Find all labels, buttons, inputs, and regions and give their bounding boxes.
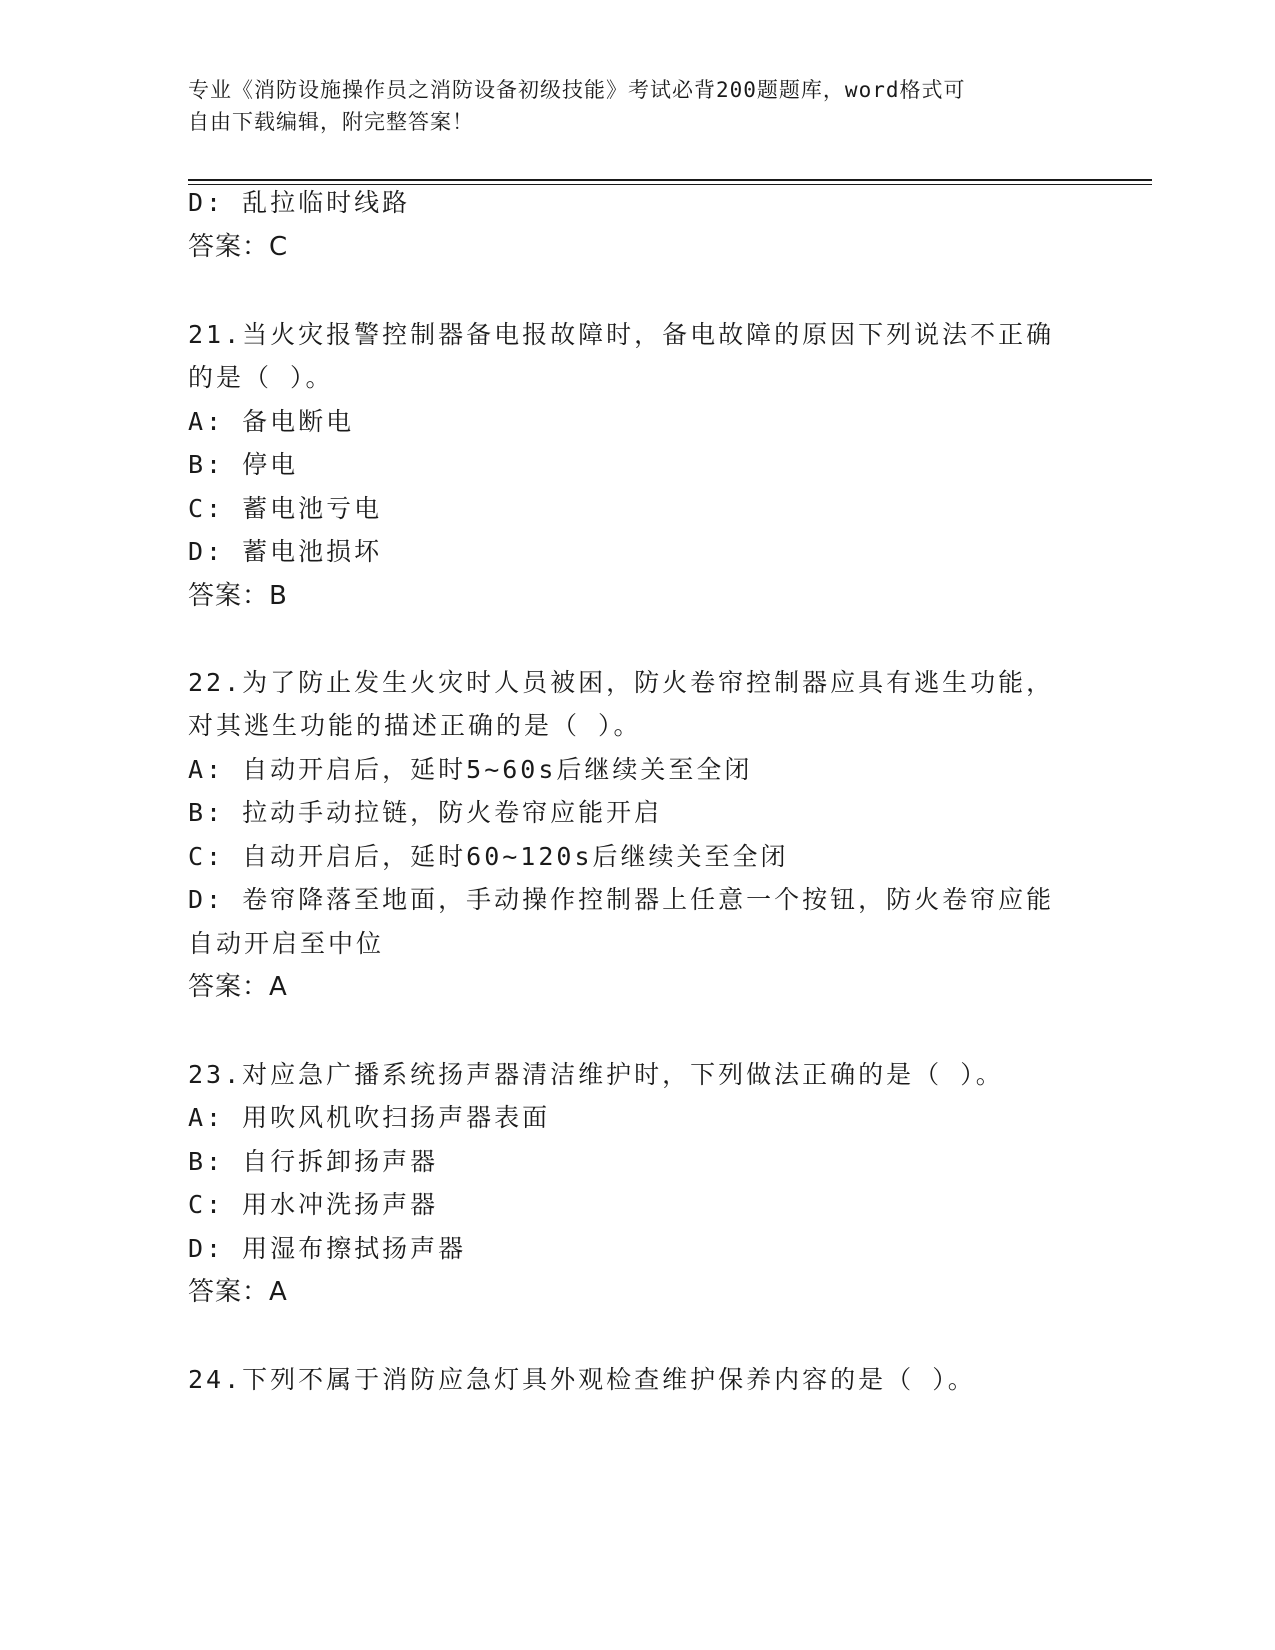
q23-option-d: D: 用湿布擦拭扬声器 bbox=[188, 1234, 467, 1263]
q21-option-d: D: 蓄电池损坏 bbox=[188, 537, 383, 566]
q21-stem-line-1: 21.当火灾报警控制器备电报故障时，备电故障的原因下列说法不正确 bbox=[188, 320, 1055, 349]
q22-answer: 答案：A bbox=[188, 972, 288, 1002]
q23-option-c: C: 用水冲洗扬声器 bbox=[188, 1190, 439, 1219]
q21-stem-line-2: 的是（ ）。 bbox=[188, 363, 334, 392]
q23-option-b: B: 自行拆卸扬声器 bbox=[188, 1147, 439, 1176]
q24-stem-line-1: 24.下列不属于消防应急灯具外观检查维护保养内容的是（ ）。 bbox=[188, 1365, 976, 1394]
header-line-2: 自由下载编辑，附完整答案！ bbox=[188, 110, 474, 134]
document-header bbox=[188, 74, 1088, 138]
header-divider-thin bbox=[188, 184, 1152, 185]
q22-stem-line-1: 22.为了防止发生火灾时人员被困，防火卷帘控制器应具有逃生功能， bbox=[188, 668, 1055, 697]
q22-option-d-line-2: 自动开启至中位 bbox=[188, 929, 385, 958]
header-line-1: 专业《消防设施操作员之消防设备初级技能》考试必背200题题库，word格式可 bbox=[188, 78, 966, 102]
q22-option-d-line-1: D: 卷帘降落至地面，手动操作控制器上任意一个按钮，防火卷帘应能 bbox=[188, 885, 1055, 914]
q20-option-d: D: 乱拉临时线路 bbox=[188, 188, 411, 217]
q22-stem-line-2: 对其逃生功能的描述正确的是（ ）。 bbox=[188, 711, 642, 740]
q23-option-a: A: 用吹风机吹扫扬声器表面 bbox=[188, 1103, 551, 1132]
q21-option-b: B: 停电 bbox=[188, 450, 299, 479]
q22-option-b: B: 拉动手动拉链，防火卷帘应能开启 bbox=[188, 798, 663, 827]
q20-answer: 答案：C bbox=[188, 232, 289, 262]
q23-stem-line-1: 23.对应急广播系统扬声器清洁维护时，下列做法正确的是（ ）。 bbox=[188, 1060, 1004, 1089]
q22-option-a: A: 自动开启后，延时5~60s后继续关至全闭 bbox=[188, 755, 753, 784]
q22-option-c: C: 自动开启后，延时60~120s后继续关至全闭 bbox=[188, 842, 789, 871]
q23-answer: 答案：A bbox=[188, 1277, 288, 1307]
q21-option-a: A: 备电断电 bbox=[188, 407, 355, 436]
header-divider-thick bbox=[188, 179, 1152, 181]
q21-option-c: C: 蓄电池亏电 bbox=[188, 494, 383, 523]
q21-answer: 答案：B bbox=[188, 581, 288, 611]
